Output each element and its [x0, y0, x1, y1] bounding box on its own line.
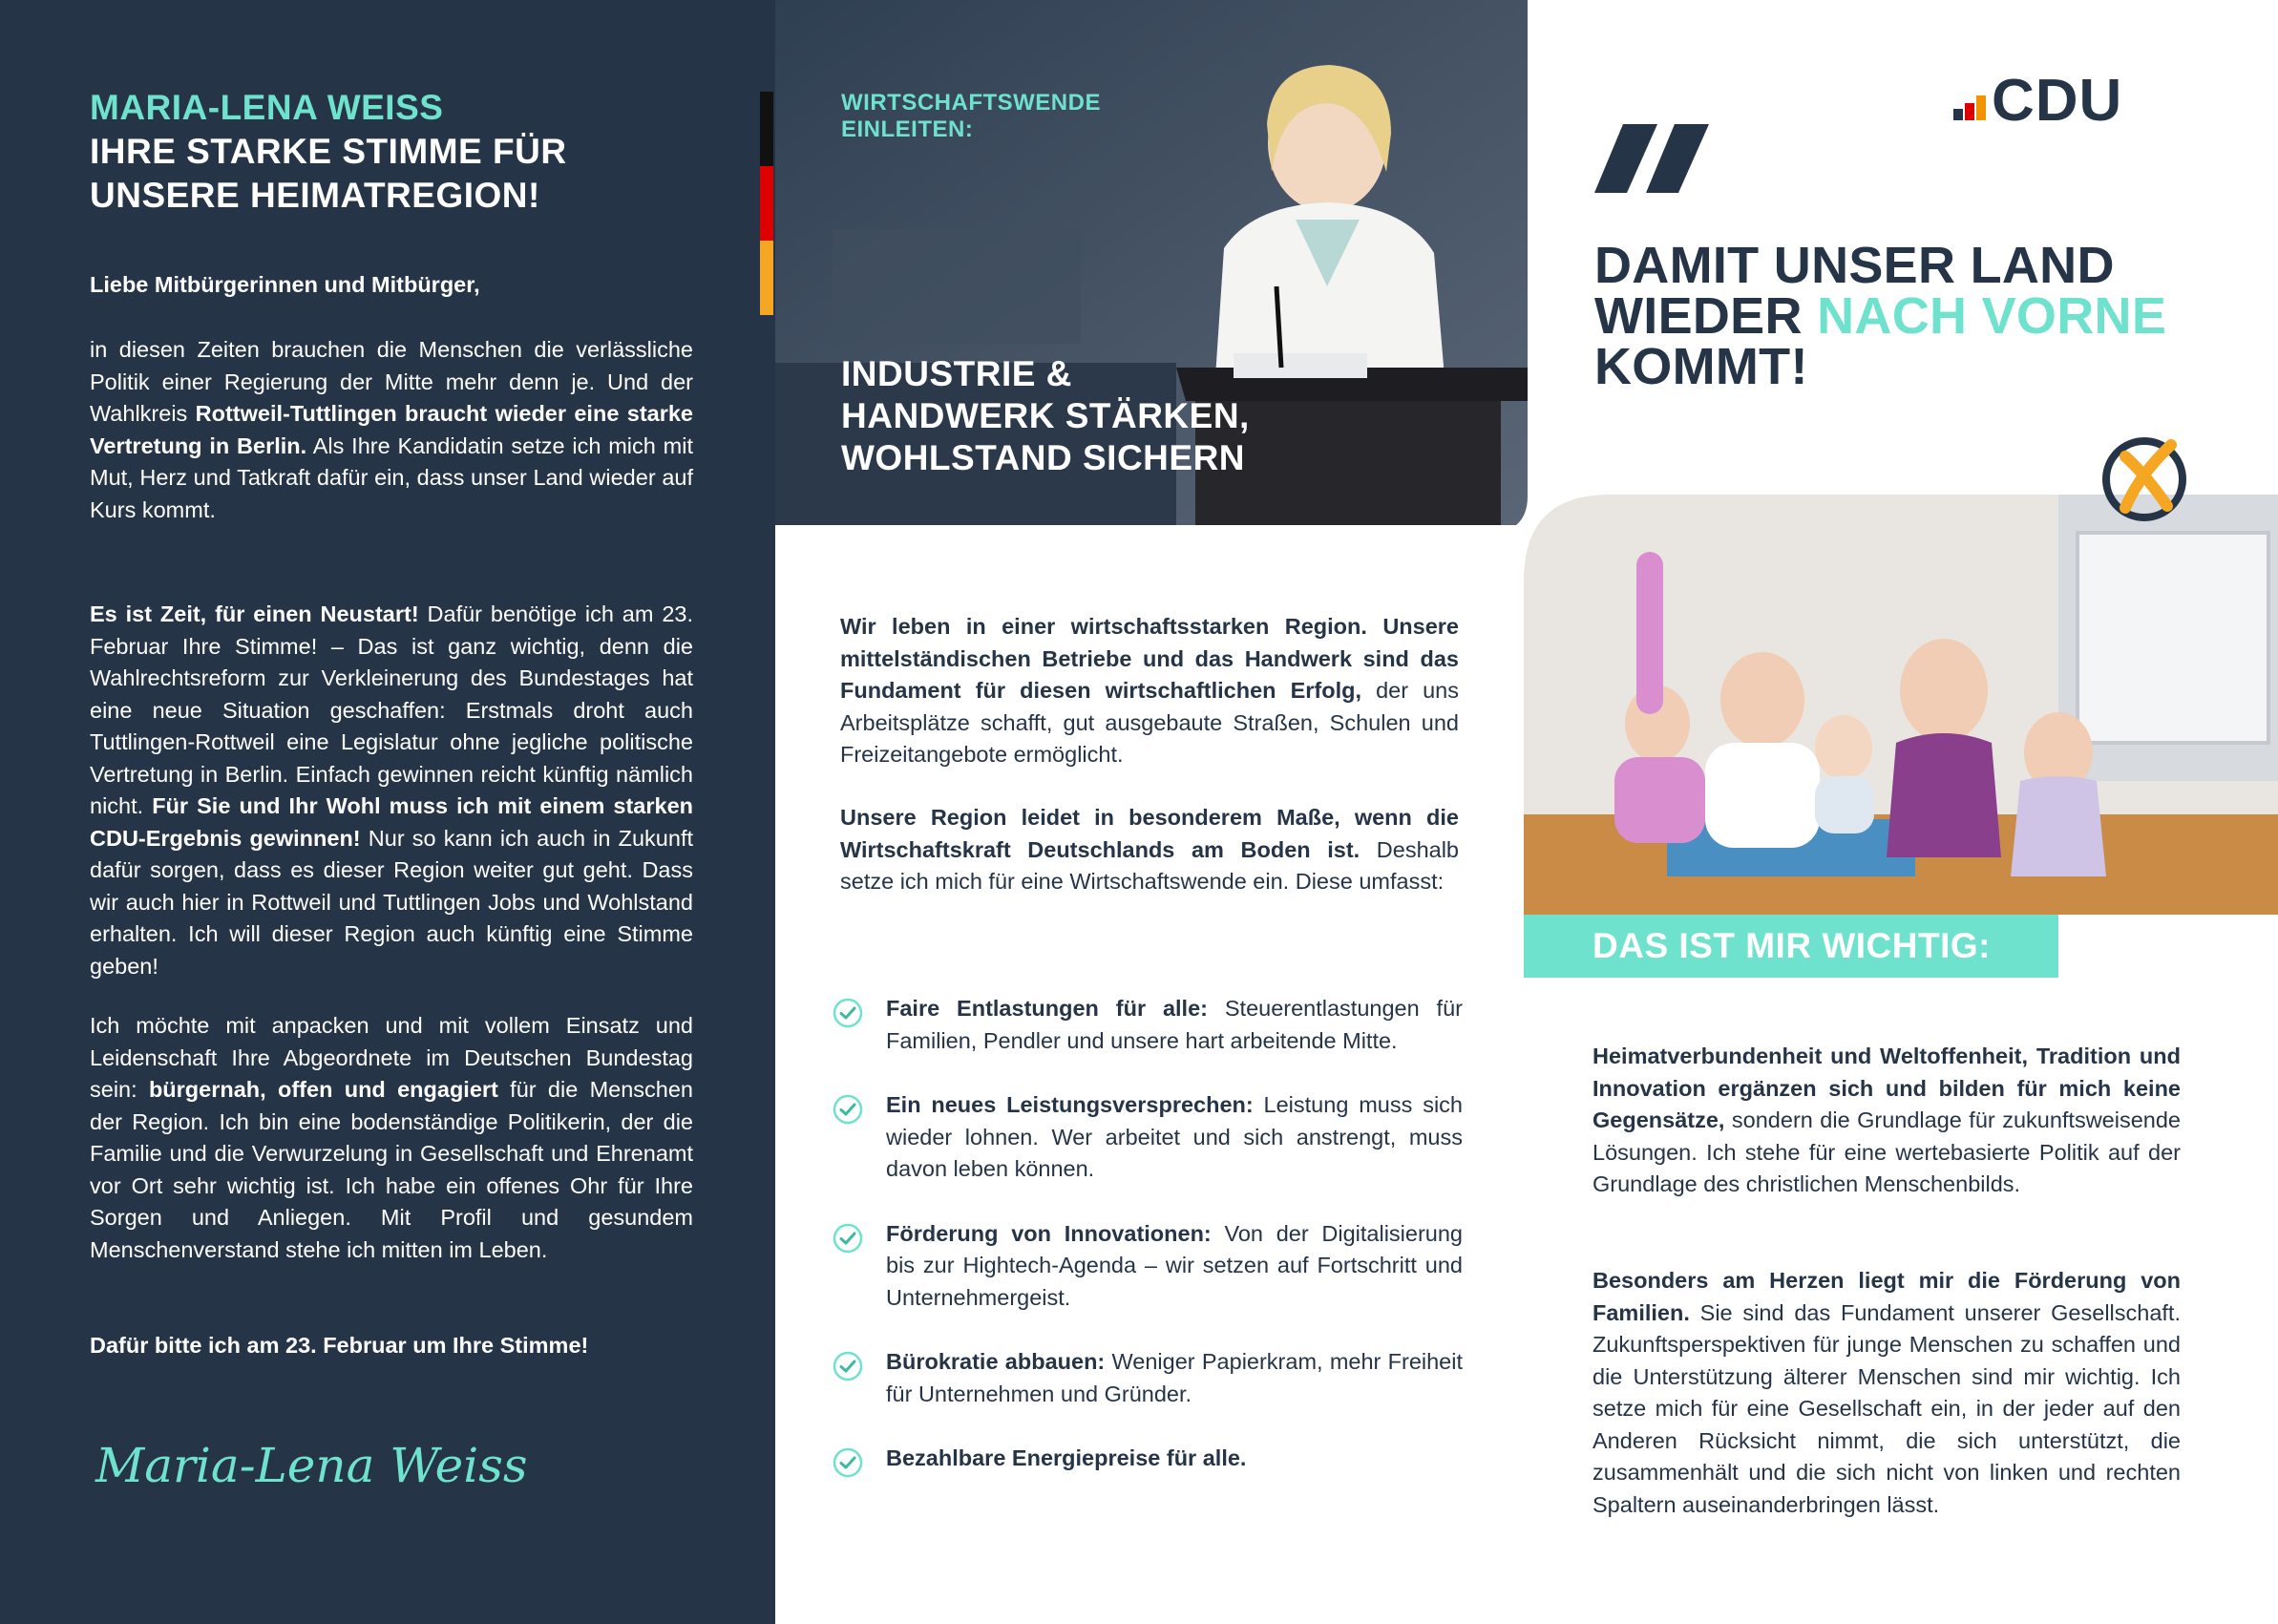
text-segment: Als Ihre Kandidatin setze ich mich mit Mut, Herz und Tatkraft dafür ein, dass unser Land wieder auf Kurs kommt. [90, 432, 694, 522]
right-headline-accent: NACH VORNE [1817, 287, 2167, 345]
intro-headline-line: UNSERE HEIMATREGION! [90, 176, 540, 215]
section-label-line: WIRTSCHAFTSWENDE [841, 90, 1101, 116]
text-segment: Nur so kann ich auch in Zukunft dafür sorgen, dass es dieser Region weiter gut geht. Dass wir auch hier in Rottweil und Tuttlingen Jobs und Wohlstand erhalten. Ich will dieser Region auch künftig eine Stimme geben! [90, 825, 693, 979]
policy-item-text [886, 1092, 1463, 1181]
policy-item [833, 1089, 1463, 1186]
family-paragraph [1592, 1265, 2181, 1521]
intro-panel [0, 0, 775, 1624]
closing-appeal: Dafür bitte ich am 23. Februar um Ihre Stimme! [90, 1333, 589, 1358]
bold-text-segment: Besonders am Herzen liegt mir die Förderung von Familien. [1592, 1268, 2181, 1325]
section-title-line: WOHLSTAND SICHERN [841, 438, 1246, 477]
check-circle-icon [833, 998, 863, 1028]
text-segment: Sie sind das Fundament unserer Gesellschaft. Zukunftsperspektiven für junge Menschen zu schaffen und die Unterstützung älterer Menschen sind mir wichtig. Ich setze mich für eine Gesellschaft ein, in der jeder auf den Anderen Rücksicht nimmt, die sich unterstützt, die zusammenhält und die sich nicht von linken und rechten Spaltern auseinanderbringen lässt. [1592, 1299, 2181, 1517]
engagement-paragraph [90, 1010, 693, 1266]
signature-text: Maria-Lena Weiss [95, 1438, 528, 1493]
check-circle-icon [833, 1447, 863, 1478]
right-headline-line [1594, 287, 2167, 345]
policy-item-text [886, 1221, 1463, 1310]
policy-item [833, 993, 1463, 1057]
policy-item-text [886, 996, 1463, 1053]
check-circle-icon [833, 1351, 863, 1381]
german-flag-stripe [760, 92, 773, 315]
bold-text-segment: Für Sie und Ihr Wohl muss ich mit einem starken CDU-Ergebnis gewinnen! [90, 793, 693, 851]
priorities-banner-text: DAS IST MIR WICHTIG: [1592, 926, 1991, 965]
policy-list [833, 993, 1463, 1475]
text-segment: Von der Digitalisierung bis zur Hightech-Agenda – wir setzen auf Fortschritt und Unternehmergeist. [886, 1220, 1464, 1310]
bold-text-segment: Unsere Region leidet in besonderem Maße, wenn die Wirtschaftskraft Deutschlands am Boden ist. [840, 805, 1459, 862]
text-segment: Dafür benötige ich am 23. Februar Ihre Stimme! – Das ist ganz wichtig, denn die Wahlrechtsreform zur Verkleinerung des Bundestages hat eine neue Situation geschaffen: Erstmals droht auch Tuttlingen-Rottweil eine Legislatur ohne jegliche politische Vertretung in Berlin. Einfach gewinnen reicht künftig nämlich nicht. [90, 601, 693, 818]
priorities-banner [1524, 915, 2058, 978]
text-segment: der uns Arbeitsplätze schafft, gut ausgebaute Straßen, Schulen und Freizeitangebote ermöglicht. [840, 678, 1459, 767]
candidate-name: MARIA-LENA WEISS [90, 88, 444, 127]
greeting: Liebe Mitbürgerinnen und Mitbürger, [90, 272, 480, 297]
section-title [841, 353, 1250, 479]
intro-paragraph [90, 334, 693, 526]
intro-headline-line: IHRE STARKE STIMME FÜR [90, 132, 567, 171]
text-segment: Steuerentlastungen für Familien, Pendler und unsere hart arbeitende Mitte. [886, 996, 1463, 1053]
check-circle-icon [833, 1094, 863, 1125]
policy-item [833, 1443, 1463, 1475]
bold-text-segment: Heimatverbundenheit und Weltoffenheit, Tradition und Innovation ergänzen sich und bilden für mich keine Gegensätze, [1592, 1044, 2181, 1132]
right-headline-line: DAMIT UNSER LAND [1594, 237, 2115, 294]
bold-text-segment: Bürokratie abbauen: [886, 1349, 1106, 1374]
section-label-line: EINLEITEN: [841, 116, 974, 142]
bold-text-segment: Förderung von Innovationen: [886, 1220, 1212, 1246]
policy-item [833, 1218, 1463, 1315]
right-headline [1594, 237, 2167, 395]
right-headline-line: KOMMT! [1594, 338, 1808, 395]
bold-text-segment: Bezahlbare Energiepreise für alle. [886, 1445, 1247, 1470]
text-segment: sondern die Grundlage für zukunftsweisende Lösungen. Ich stehe für eine wertebasierte Politik auf der Grundlage des christlichen Menschenbilds. [1592, 1107, 2181, 1196]
right-headline-text: WIEDER [1594, 287, 1818, 345]
bold-text-segment: bürgernah, offen und engagiert [148, 1077, 498, 1102]
neustart-paragraph [90, 599, 693, 982]
signature [90, 1424, 529, 1510]
check-circle-icon [833, 1223, 863, 1254]
section-title-line: INDUSTRIE & [841, 354, 1072, 393]
policy-item [833, 1346, 1463, 1410]
bold-text-segment: Wir leben in einer wirtschaftsstarken Region. Unsere mittelständischen Betriebe und das Handwerk sind das Fundament für diesen wirtschaftlichen Erfolg, [840, 614, 1459, 703]
text-segment: Deshalb setze ich mich für eine Wirtschaftswende ein. Diese umfasst: [840, 836, 1459, 894]
text-segment: in diesen Zeiten brauchen die Menschen die verlässliche Politik einer Regierung der Mitte mehr denn je. Und der Wahlkreis [90, 337, 693, 426]
cdu-logo-text: CDU [1992, 68, 2123, 128]
wirtschaftswende-paragraph [840, 802, 1459, 898]
cdu-logo [1953, 67, 2183, 128]
quote-icon [1594, 124, 1709, 193]
bold-text-segment: Faire Entlastungen für alle: [886, 996, 1208, 1021]
section-title-line: HANDWERK STÄRKEN, [841, 396, 1250, 435]
intro-headline [90, 130, 567, 218]
bold-text-segment: Rottweil-Tuttlingen braucht wieder eine starke Vertretung in Berlin. [90, 401, 693, 458]
bold-text-segment: Es ist Zeit, für einen Neustart! [90, 601, 419, 626]
text-segment: Weniger Papierkram, mehr Freiheit für Unternehmen und Gründer. [886, 1349, 1463, 1406]
text-segment: Ich möchte mit anpacken und mit vollem Einsatz und Leidenschaft Ihre Abgeordnete im Deutschen Bundestag sein: [90, 1013, 693, 1102]
family-photo [1524, 495, 2278, 915]
section-label [841, 90, 1101, 143]
text-segment: für die Menschen der Region. Ich bin eine bodenständige Politikerin, der die Familie und die Verwurzelung in Gesellschaft und Ehrenamt vor Ort sehr wichtig ist. Ich habe ein offenes Ohr für Ihre Sorgen und Anliegen. Mit Profil und gesundem Menschenverstand stehe ich mitten im Leben. [90, 1077, 694, 1262]
policy-item-text [886, 1445, 1246, 1470]
values-paragraph [1592, 1041, 2181, 1201]
text-segment: Leistung muss sich wieder lohnen. Wer arbeitet und sich anstrengt, muss davon leben können. [886, 1092, 1463, 1181]
region-paragraph [840, 611, 1459, 771]
ballot-cross-icon [2097, 432, 2192, 527]
bold-text-segment: Ein neues Leistungsversprechen: [886, 1092, 1254, 1117]
policy-item-text [886, 1349, 1463, 1406]
